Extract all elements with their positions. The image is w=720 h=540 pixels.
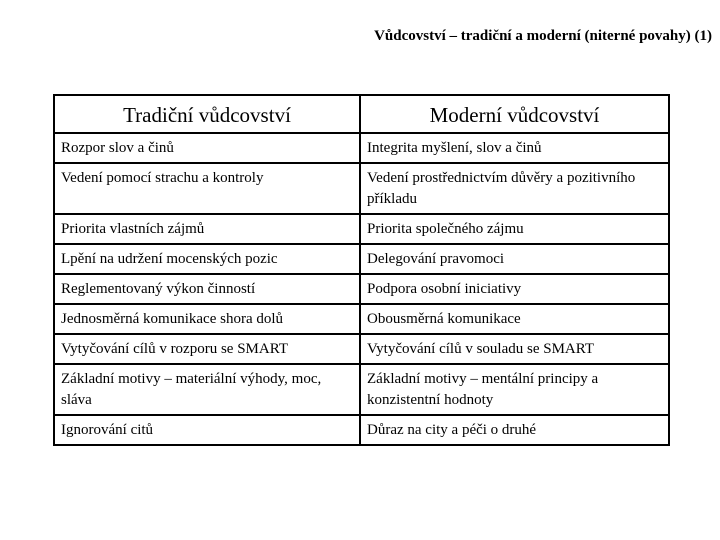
traditional-cell: Lpění na udržení mocenských pozic (54, 244, 360, 274)
comparison-table (53, 94, 670, 446)
traditional-cell: Priorita vlastních zájmů (54, 214, 360, 244)
modern-cell: Podpora osobní iniciativy (360, 274, 669, 304)
modern-cell: Vytyčování cílů v souladu se SMART (360, 334, 669, 364)
table-row (54, 334, 669, 364)
table-row (54, 274, 669, 304)
slide-title: Vůdcovství – tradiční a moderní (niterné povahy) (1) (374, 28, 712, 44)
table-row (54, 415, 669, 445)
traditional-cell: Vedení pomocí strachu a kontroly (54, 163, 360, 214)
traditional-cell: Základní motivy – materiální výhody, moc, sláva (54, 364, 360, 415)
modern-cell: Delegování pravomoci (360, 244, 669, 274)
modern-cell: Priorita společného zájmu (360, 214, 669, 244)
table-row (54, 214, 669, 244)
traditional-cell: Rozpor slov a činů (54, 133, 360, 163)
traditional-cell: Jednosměrná komunikace shora dolů (54, 304, 360, 334)
traditional-cell: Reglementovaný výkon činností (54, 274, 360, 304)
table-row (54, 364, 669, 415)
modern-cell: Základní motivy – mentální principy a konzistentní hodnoty (360, 364, 669, 415)
traditional-cell: Vytyčování cílů v rozporu se SMART (54, 334, 360, 364)
modern-cell: Vedení prostřednictvím důvěry a pozitivního příkladu (360, 163, 669, 214)
table-header-row (54, 95, 669, 133)
table-row (54, 304, 669, 334)
table-row (54, 133, 669, 163)
table-row (54, 163, 669, 214)
modern-cell: Důraz na city a péči o druhé (360, 415, 669, 445)
table-row (54, 244, 669, 274)
header-traditional: Tradiční vůdcovství (54, 95, 360, 133)
traditional-cell: Ignorování citů (54, 415, 360, 445)
modern-cell: Integrita myšlení, slov a činů (360, 133, 669, 163)
header-modern: Moderní vůdcovství (360, 95, 669, 133)
modern-cell: Obousměrná komunikace (360, 304, 669, 334)
